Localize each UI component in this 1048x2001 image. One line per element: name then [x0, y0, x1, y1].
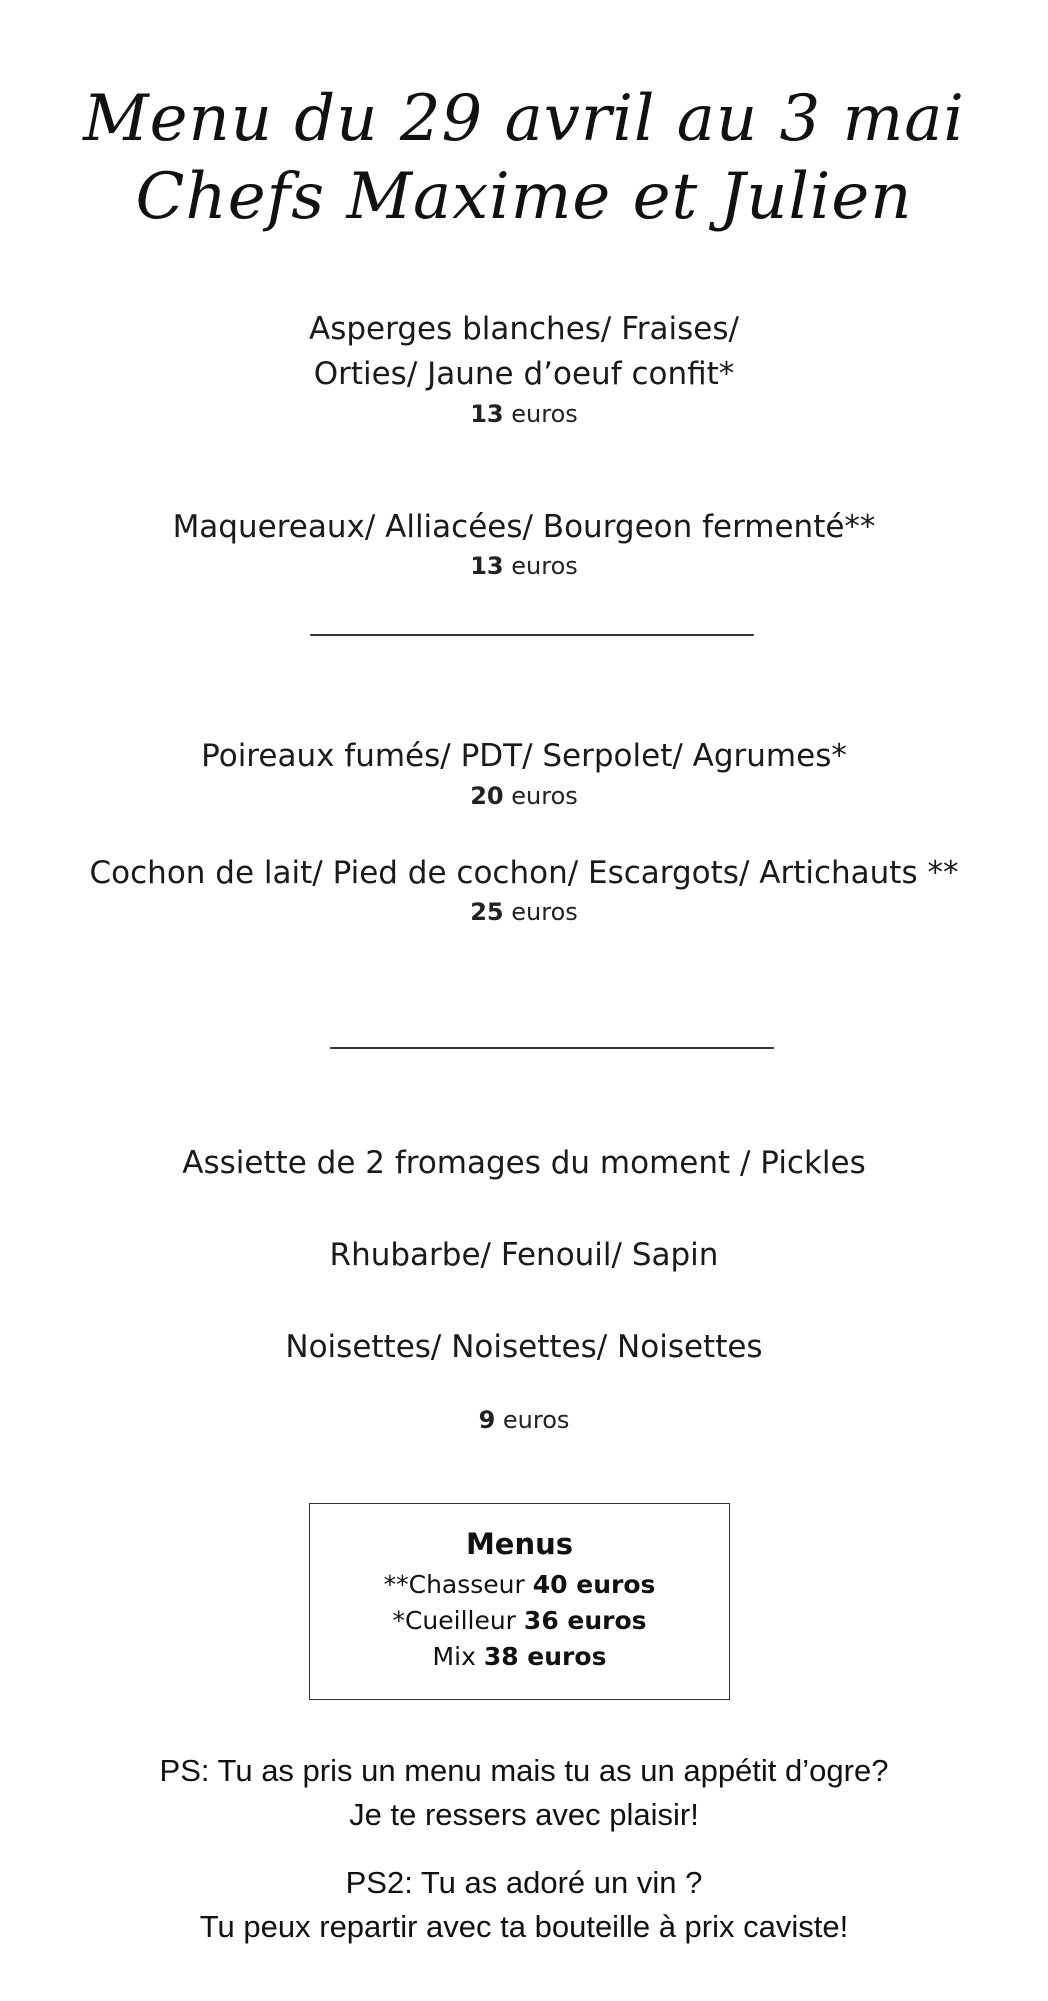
dessert-1: Assiette de 2 fromages du moment / Pickles: [182, 1145, 866, 1181]
ps1-line-2: Je te ressers avec plaisir!: [349, 1797, 699, 1832]
section-divider-1: [310, 634, 754, 636]
menus-box-title: Menus: [465, 1527, 574, 1561]
main-1-price: [0, 781, 1048, 811]
dessert-price-value: 9: [478, 1406, 496, 1434]
menu-option-cueilleur-price: 36 euros: [523, 1606, 647, 1635]
menu-option-chasseur-price: 40 euros: [532, 1570, 656, 1599]
main-1-price-value: 20: [470, 782, 504, 810]
section-divider-2: [330, 1047, 774, 1049]
menu-title-chefs: Chefs Maxime et Julien: [135, 160, 913, 234]
main-2-price-unit: euros: [511, 898, 578, 926]
ps1-line-1: PS: Tu as pris un menu mais tu as un appétit d’ogre?: [159, 1753, 889, 1788]
menus-box: [309, 1503, 730, 1700]
starter-1-price-value: 13: [470, 400, 504, 428]
ps2-line-1: PS2: Tu as adoré un vin ?: [345, 1865, 703, 1900]
starter-1-price: [0, 399, 1048, 429]
menu-option-cueilleur-label: *Cueilleur: [392, 1606, 516, 1635]
menu-option-mix: [310, 1639, 729, 1675]
menu-title-dates: Menu du 29 avril au 3 mai: [83, 82, 965, 156]
main-2-price: [0, 897, 1048, 927]
dessert-price: [0, 1405, 1048, 1435]
menu-option-chasseur-label: **Chasseur: [383, 1570, 525, 1599]
menu-option-mix-price: 38 euros: [483, 1642, 607, 1671]
starter-1-line-2: Orties/ Jaune d’oeuf confit*: [313, 356, 735, 392]
starter-2-price-unit: euros: [511, 552, 578, 580]
main-2-price-value: 25: [470, 898, 504, 926]
starter-2-price-value: 13: [470, 552, 504, 580]
starter-1-line-1: Asperges blanches/ Fraises/: [309, 311, 739, 347]
starter-2-price: [0, 551, 1048, 581]
menu-option-chasseur: [310, 1567, 729, 1603]
ps2-line-2: Tu peux repartir avec ta bouteille à prix caviste!: [199, 1909, 849, 1944]
starter-2-line-1: Maquereaux/ Alliacées/ Bourgeon fermenté**: [172, 509, 876, 545]
menu-option-cueilleur: [310, 1603, 729, 1639]
main-1-price-unit: euros: [511, 782, 578, 810]
starter-1-price-unit: euros: [511, 400, 578, 428]
dessert-2: Rhubarbe/ Fenouil/ Sapin: [329, 1237, 719, 1273]
dessert-3: Noisettes/ Noisettes/ Noisettes: [285, 1329, 763, 1365]
main-2-line-1: Cochon de lait/ Pied de cochon/ Escargots/ Artichauts **: [89, 855, 959, 891]
dessert-price-unit: euros: [502, 1406, 570, 1434]
menu-option-mix-label: Mix: [432, 1642, 476, 1671]
main-1-line-1: Poireaux fumés/ PDT/ Serpolet/ Agrumes*: [201, 738, 847, 774]
